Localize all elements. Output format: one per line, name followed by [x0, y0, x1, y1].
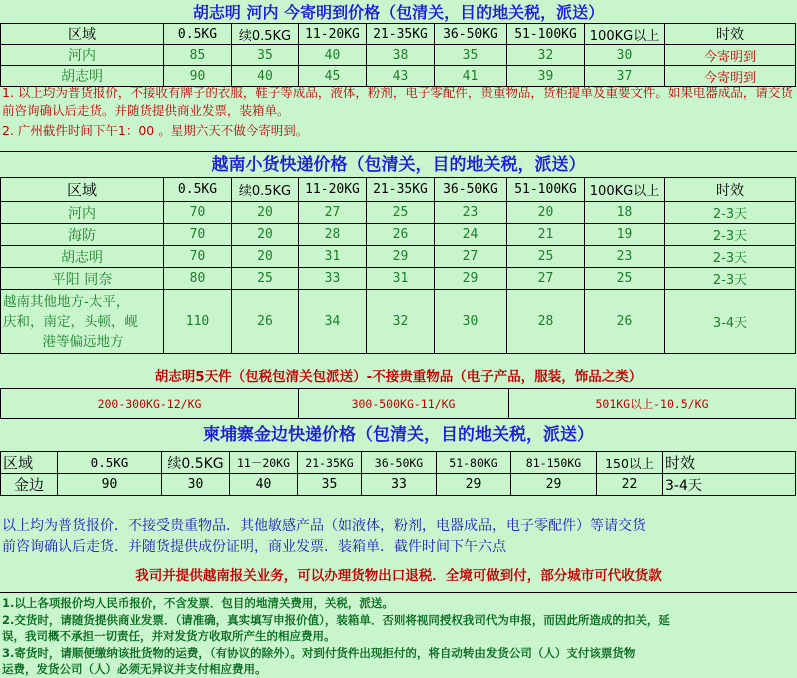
- region-line: 越南其他地方-太平，: [3, 293, 130, 310]
- tier-200-300kg: 200-300KG-12/KG: [1, 389, 299, 419]
- cell-transit: 今寄明到: [665, 45, 796, 66]
- header-extra-0-5kg: 续0.5KG: [162, 452, 230, 474]
- cell-value: 30: [585, 45, 665, 66]
- section3-tier-table: [0, 388, 796, 419]
- cell-transit: 2-3天: [665, 202, 796, 224]
- header-51-100kg: 51-100KG: [507, 24, 585, 45]
- table-row: [1, 246, 796, 268]
- cell-value: 21: [507, 224, 585, 246]
- cell-value: 19: [585, 224, 665, 246]
- cell-value: 41: [435, 66, 507, 87]
- footer-terms: [0, 595, 797, 678]
- header-21-35kg: 21-35KG: [367, 178, 435, 202]
- row-region: 海防: [1, 224, 164, 246]
- divider: [0, 151, 797, 152]
- note-text: 1. 以上均为普货报价，不接收有牌子的衣服，鞋子等成品，液体，粉剂，电子零配件，贵重物品，货柜提单及重要文件。如果电器成品，请交货前咨询确认后走货。并随货提供商业发票，装箱单。: [2, 85, 793, 118]
- section3-title: 胡志明5天件（包税包清关包派送）-不接贵重物品（电子产品，服装，饰品之类）: [154, 369, 643, 385]
- cell-transit: 3-4天: [665, 290, 796, 354]
- header-extra-0-5kg: 续0.5KG: [232, 178, 299, 202]
- cell-value: 40: [299, 45, 367, 66]
- cell-value: 30: [435, 290, 507, 354]
- table-row: [1, 224, 796, 246]
- cell-value: 35: [232, 45, 299, 66]
- divider: [0, 592, 797, 593]
- header-100kg-plus: 100KG以上: [585, 178, 665, 202]
- table-row: [1, 202, 796, 224]
- cell-value: 27: [507, 268, 585, 290]
- header-11-20kg: 11-20KG: [299, 178, 367, 202]
- cell-value: 35: [298, 474, 362, 496]
- cell-value: 29: [367, 246, 435, 268]
- header-100kg-plus: 100KG以上: [585, 24, 665, 45]
- cell-transit: 2-3天: [665, 268, 796, 290]
- cell-value: 23: [585, 246, 665, 268]
- row-region: 河内: [1, 45, 164, 66]
- cell-value: 20: [232, 224, 299, 246]
- cell-value: 40: [230, 474, 298, 496]
- header-36-50kg: 36-50KG: [362, 452, 437, 474]
- cell-value: 18: [585, 202, 665, 224]
- section4-title: 柬埔寨金边快递价格（包清关，目的地关税，派送）: [203, 425, 594, 445]
- row-region: 胡志明: [1, 246, 164, 268]
- cell-value: 22: [597, 474, 663, 496]
- header-0-5kg: 0.5KG: [58, 452, 162, 474]
- footer-line: 运费，发货公司（人）必须无异议并支付相应费用。: [2, 662, 267, 676]
- cell-value: 70: [164, 202, 232, 224]
- row-region: 金边: [1, 474, 58, 496]
- header-0-5kg: 0.5KG: [164, 178, 232, 202]
- footer-line: 3.寄货时，请顺便缴纳该批货物的运费，（有协议的除外）。对到付货件出现拒付的，将自动转由发货公司（人）支付该票货物: [2, 645, 636, 660]
- header-36-50kg: 36-50KG: [435, 178, 507, 202]
- table-row: [1, 268, 796, 290]
- cell-value: 20: [232, 246, 299, 268]
- cell-value: 23: [435, 202, 507, 224]
- header-51-80kg: 51-80KG: [437, 452, 511, 474]
- cell-value: 80: [164, 268, 232, 290]
- note-text: 2. 广州截件时间下午1：00 。星期六天不做今寄明到。: [2, 123, 309, 138]
- section4-note: [0, 516, 797, 556]
- cell-value: 45: [299, 66, 367, 87]
- row-region: 胡志明: [1, 66, 164, 87]
- cell-value: 37: [585, 66, 665, 87]
- cell-value: 110: [164, 290, 232, 354]
- customs-declaration-note: 我司并提供越南报关业务，可以办理货物出口退税．全境可做到付，部分城市可代收货款: [135, 568, 662, 584]
- cell-value: 29: [511, 474, 597, 496]
- cell-value: 29: [435, 268, 507, 290]
- header-36-50kg: 36-50KG: [435, 24, 507, 45]
- cell-value: 25: [585, 268, 665, 290]
- header-21-35kg: 21-35KG: [298, 452, 362, 474]
- cell-transit: 今寄明到: [665, 66, 796, 87]
- header-extra-0-5kg: 续0.5KG: [232, 24, 299, 45]
- header-transit-time: 时效: [663, 452, 796, 474]
- cell-value: 90: [164, 66, 232, 87]
- section2-header-row: [1, 178, 796, 202]
- header-21-35kg: 21-35KG: [367, 24, 435, 45]
- cell-value: 25: [367, 202, 435, 224]
- cell-value: 28: [299, 224, 367, 246]
- section1-title: 胡志明 河内 今寄明到价格（包清关，目的地关税，派送）: [192, 3, 605, 22]
- cell-value: 33: [299, 268, 367, 290]
- cell-value: 28: [507, 290, 585, 354]
- cell-value: 26: [367, 224, 435, 246]
- header-0-5kg: 0.5KG: [164, 24, 232, 45]
- header-region: 区域: [1, 178, 164, 202]
- footer-line: 1.以上各项报价均人民币报价，不含发票．包目的地清关费用，关税，派送。: [2, 596, 394, 610]
- cell-value: 85: [164, 45, 232, 66]
- section2-price-table: [0, 177, 796, 354]
- cell-value: 25: [232, 268, 299, 290]
- cell-value: 26: [585, 290, 665, 354]
- cell-value: 43: [367, 66, 435, 87]
- cell-value: 70: [164, 246, 232, 268]
- cell-value: 26: [232, 290, 299, 354]
- cell-value: 31: [299, 246, 367, 268]
- cell-value: 20: [507, 202, 585, 224]
- cell-value: 70: [164, 224, 232, 246]
- footer-line: 误，我司概不承担一切责任，并对发货方收取所产生的相应费用。: [2, 629, 336, 643]
- header-11-20kg: 11－20KG: [230, 452, 298, 474]
- cell-transit: 2-3天: [665, 246, 796, 268]
- note-line: 以上均为普货报价．不接受贵重物品．其他敏感产品（如液体，粉剂，电器成品，电子零配件）等请交货: [2, 518, 646, 534]
- row-region-other: [1, 290, 164, 354]
- cell-value: 32: [367, 290, 435, 354]
- cell-transit: 2-3天: [665, 224, 796, 246]
- footer-line: 2.交货时，请随货提供商业发票．（请准确，真实填写申报价值），装箱单．否则将视同授权我司代为申报，而因此所造成的扣关，延: [2, 612, 670, 627]
- cell-value: 32: [507, 45, 585, 66]
- header-region: 区域: [1, 24, 164, 45]
- header-51-100kg: 51-100KG: [507, 178, 585, 202]
- header-region: 区域: [1, 452, 58, 474]
- table-row: [1, 474, 796, 496]
- cell-value: 27: [299, 202, 367, 224]
- cell-value: 20: [232, 202, 299, 224]
- header-150-plus: 150以上: [597, 452, 663, 474]
- cell-value: 31: [367, 268, 435, 290]
- cell-value: 38: [367, 45, 435, 66]
- header-11-20kg: 11-20KG: [299, 24, 367, 45]
- region-line: 港等偏远地方: [42, 333, 124, 350]
- cell-value: 35: [435, 45, 507, 66]
- section1-header-row: [1, 24, 796, 45]
- section1-note-2: [0, 122, 797, 140]
- header-transit-time: 时效: [665, 24, 796, 45]
- cell-value: 40: [232, 66, 299, 87]
- cell-value: 25: [507, 246, 585, 268]
- section1-note-1: [0, 84, 797, 120]
- section4-price-table: [0, 451, 796, 496]
- section4-header-row: [1, 452, 796, 474]
- note-line: 前咨询确认后走货．并随货提供成份证明，商业发票．装箱单．截件时间下午六点: [2, 539, 506, 555]
- cell-transit: 3-4天: [663, 474, 796, 496]
- region-line: 庆和，南定，头顿，岘: [3, 313, 138, 330]
- header-81-150kg: 81-150KG: [511, 452, 597, 474]
- section2-title: 越南小货快递价格（包清关，目的地关税，派送）: [211, 155, 586, 175]
- cell-value: 29: [437, 474, 511, 496]
- cell-value: 33: [362, 474, 437, 496]
- row-region: 河内: [1, 202, 164, 224]
- table-row: [1, 389, 796, 419]
- cell-value: 39: [507, 66, 585, 87]
- cell-value: 30: [162, 474, 230, 496]
- table-row: [1, 290, 796, 354]
- cell-value: 34: [299, 290, 367, 354]
- row-region: 平阳 同奈: [1, 268, 164, 290]
- tier-501kg-plus: 501KG以上-10.5/KG: [509, 389, 796, 419]
- header-transit-time: 时效: [665, 178, 796, 202]
- table-row: [1, 45, 796, 66]
- cell-value: 27: [435, 246, 507, 268]
- cell-value: 24: [435, 224, 507, 246]
- section1-price-table: [0, 23, 796, 87]
- cell-value: 90: [58, 474, 162, 496]
- tier-300-500kg: 300-500KG-11/KG: [299, 389, 509, 419]
